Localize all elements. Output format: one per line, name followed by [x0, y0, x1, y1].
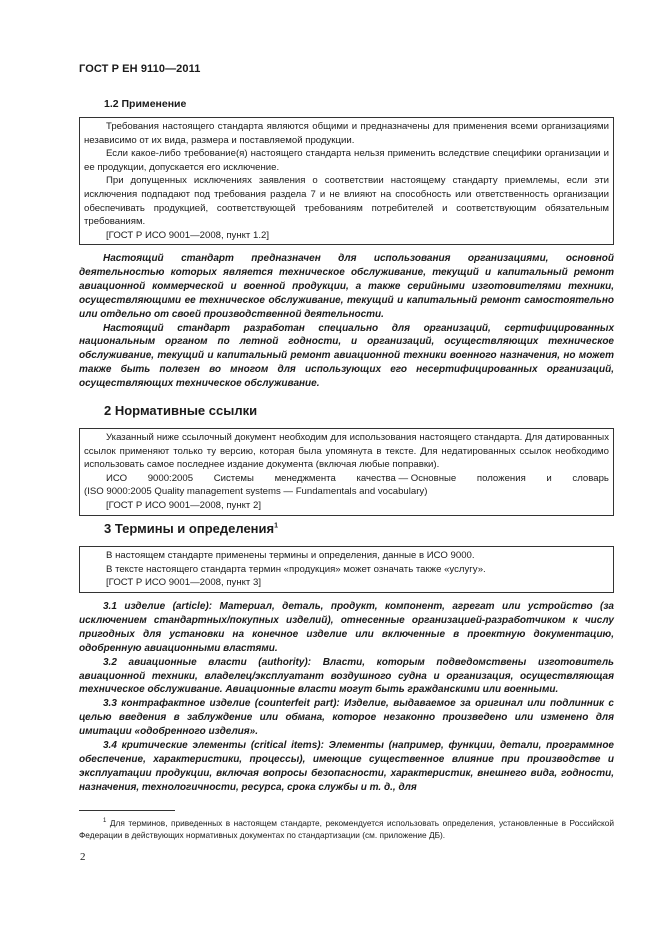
iso-word: ИСО	[106, 472, 128, 484]
quote-paragraph: При допущенных исключениях заявления о соответствии настоящему стандарту приемлемы, если эти исключения подпадают под требования раздела 7 и не влияют на способность или ответственность организации обеспечивать продукцией, соответствующей требованиям потребителей и соответствующим обязательным требованиям.	[84, 175, 609, 228]
iso-9000-line	[84, 472, 609, 486]
application-quote-box	[79, 117, 614, 245]
term-definition: 3.3 контрафактное изделие (counterfeit part): Изделие, выдаваемое за оригинал или подлинник с целью введения в заблуждение или обмана, которое незаконно произведено или изменено для имитации «одобренного изделия».	[79, 698, 614, 738]
section-3-title-text: 3 Термины и определения	[104, 521, 275, 536]
term-definition: 3.2 авиационные власти (authority): Власти, которым подведомствены изготовитель авиационной техники, владелец/эксплуатант воздушного судна и организация, осуществляющая техническое обслуживание. Авиационные власти могут быть гражданскими или военными.	[79, 656, 614, 696]
quote-paragraph: Требования настоящего стандарта являются общими и предназначены для применения всеми организациями независимо от их вида, размера и поставляемой продукции.	[84, 121, 609, 146]
quote-reference: [ГОСТ Р ИСО 9001—2008, пункт 1.2]	[106, 229, 269, 241]
terms-definitions	[79, 600, 614, 795]
term-definition: 3.4 критические элементы (critical items): Элементы (например, функции, детали, программное обеспечение, характеристики, процессы), имеющие существенное влияние при производстве и эксплуатации продукции, включая вопросы безопасности, характеристик, внешнего вида, годности, назначения, технологичности, ресурса, срока службы и т. д., для	[79, 740, 614, 793]
terms-quote-line: В настоящем стандарте применены термины и определения, данные в ИСО 9000.	[106, 550, 475, 561]
term-definition: 3.1 изделие (article): Материал, деталь, продукт, компонент, агрегат или устройство (за исключением стандартных/покупных изделий), отнесенные организацией-разработчиком к числу пригодных для установки на конечное изделие или включенные в проектную документацию, одобренную авиационными властями.	[79, 601, 614, 654]
iso-word: словарь	[572, 472, 609, 484]
terms-quote-line: В тексте настоящего стандарта термин «продукция» может означать также «услугу».	[106, 563, 486, 575]
footnote-mark: 1	[274, 522, 279, 530]
footnote	[79, 815, 614, 841]
refs-reference: [ГОСТ Р ИСО 9001—2008, пункт 2]	[106, 499, 261, 511]
section-3-title	[104, 521, 278, 536]
document-header: ГОСТ Р ЕН 9110—2011	[79, 63, 201, 75]
page-number: 2	[80, 851, 86, 863]
iso-word: качества — Основные	[356, 472, 457, 484]
iso-word: Системы	[213, 472, 254, 484]
section-2-title: 2 Нормативные ссылки	[104, 403, 258, 418]
iso-word: положения	[476, 472, 526, 484]
iso-word: 9000:2005	[147, 472, 194, 484]
footnote-divider	[79, 810, 175, 811]
footnote-text: Для терминов, приведенных в настоящем стандарте, рекомендуется использовать определения, установленные в Российской Федерации в действующих нормативных документах по стандартизации (см. приложение ДБ).	[79, 817, 614, 840]
terms-quote-box	[79, 546, 614, 593]
refs-paragraph: Указанный ниже ссылочный документ необходим для использования настоящего стандарта. Для датированных ссылок применяют только ту версию, которая была упомянута в тексте. Для недатированных ссылок необходимо использовать самое последнее издание документа (включая любые поправки).	[84, 432, 609, 471]
quote-paragraph: Если какое-либо требование(я) настоящего стандарта нельзя применить вследствие специфики организации и ее продукции, допускается его исключение.	[84, 148, 609, 173]
footnote-number: 1	[103, 818, 107, 824]
normative-refs-box	[79, 428, 614, 516]
section-1-2-title: 1.2 Применение	[104, 98, 187, 110]
application-italic-text	[79, 252, 614, 391]
terms-quote-reference: [ГОСТ Р ИСО 9001—2008, пункт 3]	[106, 577, 261, 589]
italic-paragraph: Настоящий стандарт предназначен для использования организациями, основной деятельностью которых является техническое обслуживание, текущий и капитальный ремонт авиационной коммерческой и военной продукции, а также серийными изготовителями техники, осуществляющими ее техническое обслуживание, текущий и капитальный ремонт самостоятельно или отдельно от своей производственной деятельности.	[79, 253, 614, 320]
iso-english-line: (ISO 9000:2005 Quality management systems — Fundamentals and vocabulary)	[84, 486, 428, 498]
iso-word: и	[546, 472, 552, 484]
iso-word: менеджмента	[274, 472, 336, 484]
italic-paragraph: Настоящий стандарт разработан специально для организаций, сертифицированных национальным органом по летной годности, и организаций, осуществляющих техническое обслуживание, текущий и капитальный ремонт авиационной техники военного назначения, но может также быть полезен во многом для использующих его несертифицированных организаций, осуществляющих техническое обслуживание.	[79, 322, 614, 390]
